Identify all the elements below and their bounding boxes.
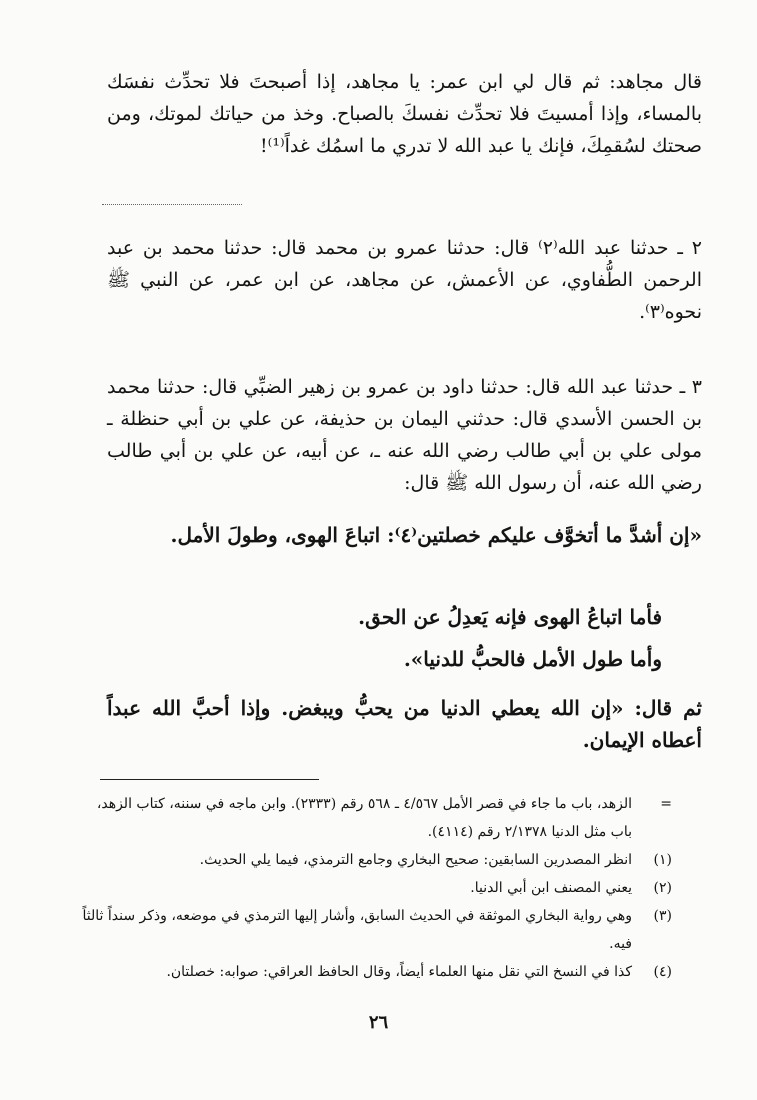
footnote-item xyxy=(82,902,672,958)
footnote-mark: (١) xyxy=(653,852,672,868)
hadith-3-line-hawa: فأما اتباعُ الهوى فإنه يَعدِلُ عن الحق. xyxy=(358,605,662,629)
footnote-text: كذا في النسخ التي نقل منها العلماء أيضاً، وقال الحافظ العراقي: صوابه: خصلتان. xyxy=(166,964,632,980)
footnote-item xyxy=(82,790,672,846)
footnote-text: وهي رواية البخاري الموثقة في الحديث السابق، وأشار إليها الترمذي في موضعه، وذكر سنداً ثالثاً فيه. xyxy=(82,908,632,952)
footnotes xyxy=(82,790,672,986)
paragraph-mujahid: قال مجاهد: ثم قال لي ابن عمر: يا مجاهد، إذا أصبحتَ فلا تحدِّث نفسَك بالمساء، وإذا أمسيتَ فلا تحدِّث نفسكَ بالصباح. وخذ من حياتك لموتك، ومن صحتك لسُقمِكَ، فإنك يا عبد الله لا تدري ما اسمُك غداً⁽¹⁾! xyxy=(107,71,702,157)
footnote-mark: (٣) xyxy=(653,908,672,924)
hadith-3-continuation: ثم قال: «إن الله يعطي الدنيا من يحبُّ ويبغض. وإذا أحبَّ الله عبداً أعطاه الإيمان. xyxy=(107,696,702,752)
footnote-text: انظر المصدرين السابقين: صحيح البخاري وجامع الترمذي، فيما يلي الحديث. xyxy=(199,852,632,868)
footnote-rule xyxy=(100,779,319,780)
footnote-text: الزهد، باب ما جاء في قصر الأمل ٤/٥٦٧ ـ ٥٦٨ رقم (٢٣٣٣). وابن ماجه في سننه، كتاب الزهد، باب مثل الدنيا ٢/١٣٧٨ رقم (٤١١٤). xyxy=(96,796,632,840)
hadith-3-line-amal: وأما طول الأمل فالحبُّ للدنيا». xyxy=(403,647,662,671)
hadith-3-isnad: ٣ ـ حدثنا عبد الله قال: حدثنا داود بن عمرو بن زهير الضبِّي قال: حدثنا محمد بن الحسن الأسدي قال: حدثني اليمان بن حذيفة، عن علي بن أبي حنظلة ـ مولى علي بن أبي طالب رضي الله عنه ـ، عن أبيه، عن علي بن أبي طالب رضي الله عنه، أن رسول الله ﷺ قال: xyxy=(107,376,702,494)
footnote-mark: (٤) xyxy=(653,964,672,980)
footnote-item xyxy=(82,846,672,874)
footnote-item xyxy=(82,874,672,902)
footnote-item xyxy=(82,958,672,986)
hadith-2: ٢ ـ حدثنا عبد الله⁽٢⁾ قال: حدثنا عمرو بن محمد قال: حدثنا محمد بن عبد الرحمن الطُّفاوي، عن الأعمش، عن مجاهد، عن ابن عمر، عن النبي ﷺ نحوه⁽٣⁾. xyxy=(107,237,702,323)
footnote-mark: = xyxy=(660,796,672,812)
footnote-text: يعني المصنف ابن أبي الدنيا. xyxy=(470,880,632,896)
divider xyxy=(102,204,242,206)
footnote-mark: (٢) xyxy=(653,880,672,896)
page-number: ٢٦ xyxy=(368,1012,389,1033)
hadith-3-text: «إن أشدَّ ما أتخوَّف عليكم خصلتين⁽٤⁾: اتباعَ الهوى، وطولَ الأمل. xyxy=(170,523,702,547)
